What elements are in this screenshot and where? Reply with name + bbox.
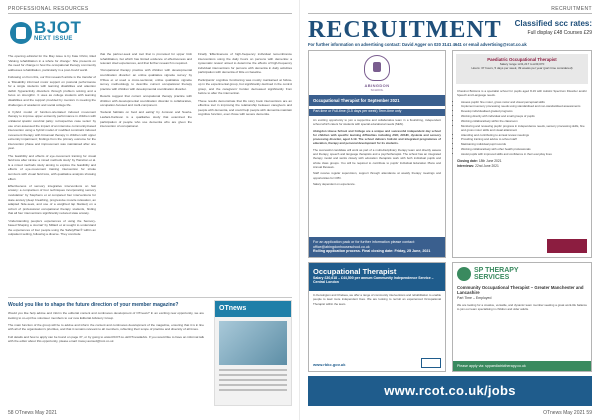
closing-date: Rolling application process. Final closing date: Friday, 25 June, 2021: [313, 249, 431, 254]
list-item: • Monitoring and reviewing pupils' progress in independence needs, sensory processing skills, fine and gross motor skills and visual attainment: [461, 124, 587, 133]
article-column-2: [100, 52, 192, 131]
school-name: ABINGDON: [364, 83, 390, 88]
paediatric-ot-header: [456, 54, 588, 84]
job-title-band: Occupational Therapist for September 2021: [309, 95, 445, 106]
salary-line: Salary range: £31,217 to £33,070: [499, 62, 545, 66]
sp-therapy-apply-link[interactable]: Please apply via: sppaediatrictherapy.co.uk: [453, 361, 591, 371]
rbkc-ot-ad: [308, 262, 446, 372]
article-paragraph: Following on from this, our first research article is the transfer of a 'Dissability informed motor support on postural performance for a single students with learning disabilities and attention deficit hyperactivity disorders through problem solving and a focus on strengths'. It uses as college students with learning disabilities and the support provided by mentors in meeting the challenges of academic and social college life.: [8, 74, 96, 107]
role-type: Part Time – Employed: [457, 296, 492, 300]
article-paragraph: 'Understanding people's experiences of using the Sensory-based Shaping a Journal' by Millard et al sought to understand the experiences of four people using the SafetyPlan® within an outpatient setting, following a diverse. They conclude: [8, 218, 96, 237]
ad-paragraph: Would you like help advise and inform the editorial content and continuous development of OTnews? In an exciting new opportunity, we are looking to co-opt five volunteer members to our new Editorial Advisory Group.: [8, 311, 204, 320]
list-item: • Working directly with individual and small groups of pupils: [461, 114, 587, 118]
paediatric-ot-intro: Chestnut Bottoms is a specialist school for pupils aged 8-19 with Autistic Spectrum Disorder and/or Speech and Language needs.: [457, 89, 587, 98]
salary-line: Salary £30,618 – £44,500 per annum Community Independence Service – Central London: [313, 276, 434, 285]
hours-line: Hours: 37 hours, 5 days per week, 39 weeks per year (part time considered): [471, 66, 573, 70]
bjot-subtitle: NEXT ISSUE: [34, 36, 73, 42]
article-paragraph: Results suggest that current occupational therapy practice with children with developmental coordination disorder is collaborative, occupation-focused and multi-component.: [100, 93, 192, 108]
abingdon-apply-band: [309, 237, 445, 257]
abingdon-body: [309, 116, 445, 190]
school-tag: SCHOOL: [370, 88, 384, 92]
article-paragraph: 'Occupational therapy practice with children with developmental coordination disorder: an online qualitative vignette survey' by O'Dea et al used a cross-sectional, online qualitative vignette survey methodology to describe current occupational therapy practice with children with developmental coordination disorder.: [100, 68, 192, 91]
ad-paragraph: The main function of the group will be to advise and inform the content and continuous development of the magazine, ensuring that it is in line with all of the organisation's priorities, and that it remains relevant to all members, reflecting their scope of practice and diversity of all times.: [8, 322, 204, 332]
section-divider: [8, 297, 292, 298]
ad-paragraph: An exciting opportunity to join a supportive and collaborative team in a flourishing, independent school which caters for students with special educational needs (SEN).: [313, 118, 441, 127]
article-paragraph: Effectiveness of sensory integrative interventions on fast anxiety: a comparison of four techniques incorporating sensory modulation' by Stephens et al compared four interventions for state anxiety (deep breathing, progressive muscle relaxation, an adapted hide-seek, and use of a weighted lap blanket) on a cohort of professional occupational therapy students, finding that all four interventions significantly reduced state anxiety.: [8, 183, 96, 216]
list-item: • Working collaboratively with other health professionals: [461, 147, 587, 151]
page-footer-left: 58 OTnews May 2021: [8, 410, 57, 416]
list-item: • Implement sensory processing needs using standardised and non-standardised assessments: [461, 104, 587, 108]
list-item: • Develop individualised graded programs: [461, 109, 587, 113]
rbkc-body: In Kensington and Chelsea, we offer a range of community interventions and rehabilitation to enable people to lead more independent lives. We are looking to recruit an experienced Occupational Therapist within the team.: [313, 293, 441, 306]
sp-therapy-brand: [453, 263, 591, 285]
list-item: • Attending and contributing to annual review meetings: [461, 133, 587, 137]
list-item: • Assess pupils' fine motor, gross motor and visual perceptual skills: [461, 100, 587, 104]
closing-dates: [457, 159, 587, 168]
list-item: • Assist pupils with improved skills and confidence in their everyday lives: [461, 152, 587, 156]
article-paragraph: The opening editorial for the May issue is by Kate Christ, titled 'Valuing rehabilitation in a whole for change'. She presents on the need for change in how the occupational therapy community addresses rehabilitation, particularly in a post-Covid world.: [8, 54, 96, 72]
article-paragraph: A hybrid model of function-orientated induced movement therapy to improve upper extremity performance in children with unilateral spastic cerebral palsy: retrospective case series' by use of an assessed the impact of an intensive community-based intervention using a hybrid model of modified constraint induced movement therapy with bimanual therapy in children with upper extremity impairment; findings from the primary outcome for the intervention phase and improvement was maintained after one year.: [8, 109, 96, 151]
school-crest-icon: [364, 55, 390, 81]
interview-date: 22nd June 2021: [475, 163, 499, 168]
list-item: • Maintaining individual pupil records: [461, 142, 587, 146]
job-title: Occupational Therapist: [313, 267, 397, 276]
rbkc-link[interactable]: www.rbkc.gov.uk: [313, 362, 346, 367]
list-item: • Providing training and advice to school staff: [461, 137, 587, 141]
interview-label: Interviews:: [457, 163, 475, 168]
council-logo-icon: [421, 358, 441, 368]
rbkc-header-band: [309, 263, 445, 291]
article-column-1: [8, 54, 96, 240]
apply-contact: For an application pack or for further information please contact: office@abingdonhouseschool.co.uk: [313, 240, 415, 249]
job-hours-band: Part-time or Full-time (3-5 days per week) Term-time only: [309, 109, 445, 116]
recruitment-title: RECRUITMENT: [308, 17, 502, 43]
paediatric-ot-ad: [452, 50, 592, 258]
list-item: • Working collaboratively within the classroom: [461, 119, 587, 123]
editorial-group-body: [8, 311, 204, 346]
ad-paragraph: Abingdon House School and College are a unique and successful independent day school for children with specific learning difficulties including ASD, ADHD, dyslexia and sensory processing disorder, aged 4-19. The school delivers holistic and integrated programmes of education, therapy and personal development for its students.: [313, 128, 441, 146]
rcot-jobs-banner[interactable]: www.rcot.co.uk/jobs: [308, 376, 592, 406]
classified-rates: Full display £48 Courses £29: [527, 30, 592, 36]
school-logo-icon: [547, 239, 587, 253]
advertising-contact: For further information on advertising contact: David Agger on 020 3141 4641 or email advertising@rcot.co.uk: [308, 42, 527, 47]
bjot-title: BJOT: [34, 18, 82, 37]
cover-text-lines: [219, 369, 287, 391]
sp-therapy-logo-icon: [457, 267, 471, 281]
closing-date: 18th June 2021: [478, 159, 502, 164]
ad-paragraph: Salary dependent on experience.: [313, 181, 356, 186]
running-head-rule: [308, 13, 592, 14]
closing-label: Closing date:: [457, 159, 478, 164]
article-paragraph: The feasibility and effects of eye-movement training for visual field loss after stroke: a mixed methods study' by Hazelton et al. is a mixed methods study aiming to explore the feasibility and effects of eye-movement training intervention for stroke survivors with visual field loss, with qualitative analysis showing effect.: [8, 153, 96, 181]
sp-therapy-name: [474, 267, 519, 281]
sp-therapy-body: We are looking for a creative, versatile, and dynamic team member seeking a great work-life balance to join our team specialising in children and older adults.: [457, 303, 587, 312]
classified-rates-heading: Classified scc rates:: [514, 19, 592, 28]
article-paragraph: that the partner-seek and tool that is promoted for upper limb rehabilitation, but which has limited evidence of effectiveness and relevant cited experiences, and that further research is required.: [100, 52, 192, 66]
sp-therapy-ad: [452, 262, 592, 372]
ad-paragraph: Staff receive regular supervision, support through attendance at weekly therapy meetings and opportunities for CPD.: [313, 171, 441, 180]
article-paragraph: 'Federal habitats on food and eating' by Jonsson and Soeria-Lasfant-Karlsson is a qualitative study that examined the participation of people who use dementia who are given the intervention of occupational.: [100, 110, 192, 129]
running-head-right: RECRUITMENT: [551, 6, 592, 12]
abingdon-school-ad: [308, 50, 446, 258]
article-column-3: [198, 52, 292, 120]
right-page: [300, 0, 600, 420]
duties-list: [453, 100, 591, 157]
ad-paragraph: Full details and how to apply can be found on page 37, or by going to www.RCOT.co.uk/OTnewsEAG. If you would like to have an informal talk with the editor about this opportunity, please email: tracey.auroud@rcot.co.uk: [8, 334, 204, 344]
editorial-group-heading: Would you like to shape the future direction of your member magazine?: [8, 302, 179, 308]
otnews-cover-title: OTnews: [215, 301, 291, 317]
running-head-left: PROFESSIONAL RESOURCES: [8, 6, 89, 12]
article-paragraph: These results demonstrate that life story book interventions are an effective tool in improving the relationship between caregivers and people with dementia, and could help people with dementia maintain cognitive function, even those with severe dementia.: [198, 98, 292, 117]
brand-line: SERVICES: [474, 274, 510, 281]
otnews-magazine-cover: [214, 300, 292, 406]
ad-paragraph: The successful candidate will work as part of a multi-disciplinary therapy team and directly assess and therapy, speech and language therapists and a psychotherapist. The school has an integrated therapy model and works closely with education therapists work with both individual pupils and whole class groups. You will be required to contribute to pupils' Individual Education Plans and Annual Reviews.: [313, 147, 441, 169]
job-title: Paediatric Occupational Therapist: [487, 57, 557, 62]
cover-image: [219, 321, 287, 365]
page-footer-right: OTnews May 2021 59: [543, 410, 592, 416]
article-paragraph: Participants' cognitive functioning was mostly maintained at follow-up in the experimental group, but significantly declined in the control group, and the caregivers' burden decreased significantly from before to after the intervention.: [198, 77, 292, 96]
bjot-journal-icon: [10, 22, 32, 44]
brand-line: SP THERAPY: [474, 267, 519, 274]
job-title: Community Occupational Therapist – Greater Manchester and Lancashire: [457, 285, 584, 295]
running-head-rule: [8, 13, 292, 14]
article-paragraph: Finally 'Effectiveness of high-frequency individual remembrance interventions using the daily hours on persons with dementia: a systematic review' aimed to determine the effects of high-frequency individual interventions for persons with dementia in daily activities participation with dementia of little on baseline.: [198, 52, 292, 75]
